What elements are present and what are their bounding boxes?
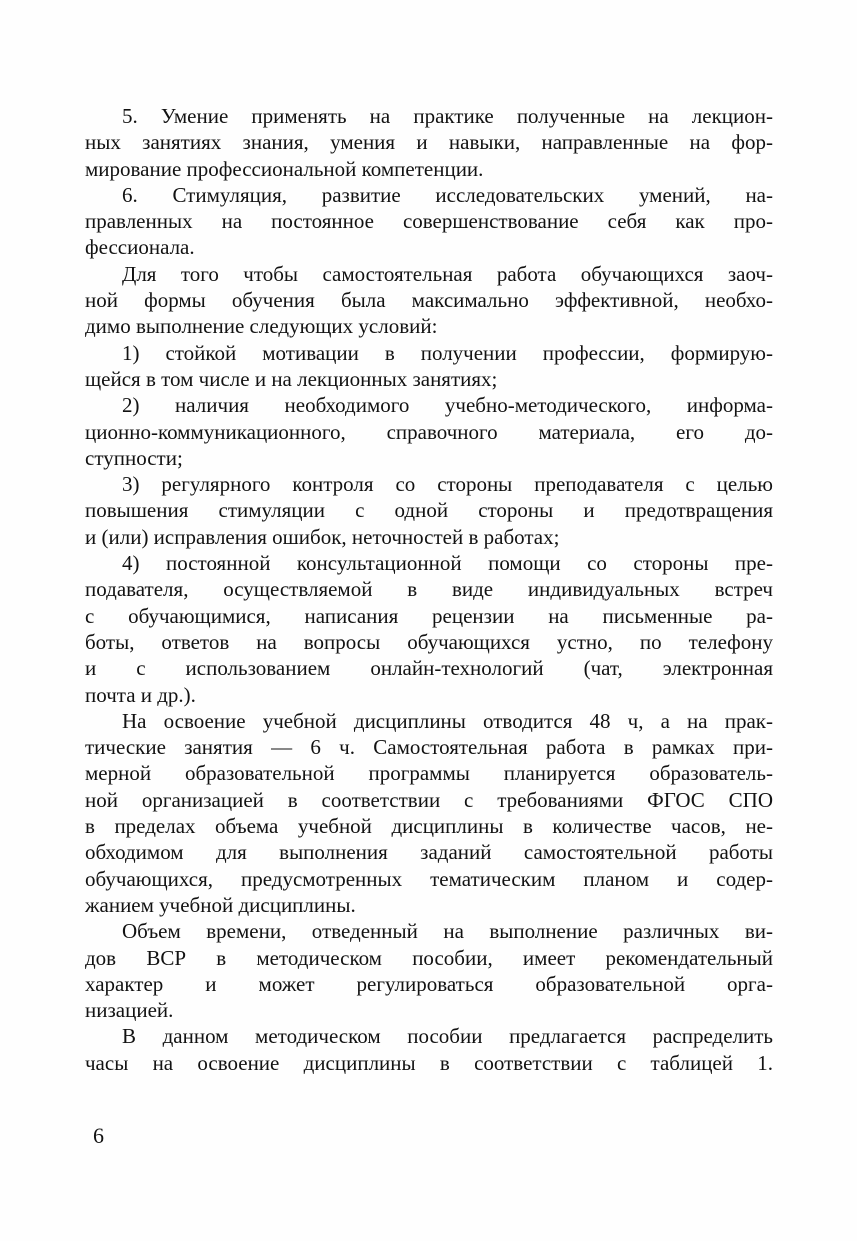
text-line: Объем времени, отведенный на выполнение различных ви- bbox=[122, 919, 773, 944]
text-line: жанием учебной дисциплины. bbox=[85, 892, 356, 917]
paragraph bbox=[85, 261, 773, 340]
text-line: ступности; bbox=[85, 445, 183, 470]
text-line: 4) постоянной консультационной помощи со стороны пре- bbox=[122, 551, 773, 576]
paragraph bbox=[85, 550, 773, 708]
text-line: подавателя, осуществляемой в виде индивидуальных встреч bbox=[85, 577, 773, 602]
text-line: и (или) исправления ошибок, неточностей в работах; bbox=[85, 524, 560, 549]
paragraph bbox=[85, 1023, 773, 1076]
page-number: 6 bbox=[93, 1123, 104, 1148]
paragraph bbox=[85, 392, 773, 471]
paragraph bbox=[85, 471, 773, 550]
text-line: дов ВСР в методическом пособии, имеет рекомендательный bbox=[85, 945, 773, 970]
text-line: мерной образовательной программы планируется образователь- bbox=[85, 761, 773, 786]
text-line: мирование профессиональной компетенции. bbox=[85, 156, 484, 181]
text-line: обучающихся, предусмотренных тематическим планом и содер- bbox=[85, 866, 773, 891]
text-line: 3) регулярного контроля со стороны преподавателя с целью bbox=[122, 472, 773, 497]
text-block bbox=[85, 103, 773, 1076]
text-line: ной формы обучения была максимально эффективной, необхо- bbox=[85, 288, 773, 313]
text-line: низацией. bbox=[85, 998, 174, 1023]
text-line: 2) наличия необходимого учебно-методического, информа- bbox=[122, 393, 773, 418]
text-line: ных занятиях знания, умения и навыки, направленные на фор- bbox=[85, 130, 773, 155]
text-line: 1) стойкой мотивации в получении профессии, формирую- bbox=[122, 340, 773, 365]
text-line: характер и может регулироваться образовательной орга- bbox=[85, 971, 773, 996]
text-line: Для того чтобы самостоятельная работа обучающихся заоч- bbox=[122, 261, 773, 286]
text-line: 6. Стимуляция, развитие исследовательских умений, на- bbox=[122, 182, 773, 207]
text-line: 5. Умение применять на практике полученные на лекцион- bbox=[122, 104, 773, 128]
text-line: ной организацией в соответствии с требованиями ФГОС СПО bbox=[85, 787, 773, 812]
text-line: и с использованием онлайн-технологий (чат, электронная bbox=[85, 656, 773, 681]
text-line: ционно-коммуникационного, справочного материала, его до- bbox=[85, 419, 773, 444]
paragraph bbox=[85, 708, 773, 918]
text-line: с обучающимися, написания рецензии на письменные ра- bbox=[85, 603, 773, 628]
text-line: повышения стимуляции с одной стороны и предотвращения bbox=[85, 498, 773, 523]
text-line: часы на освоение дисциплины в соответствии с таблицей 1. bbox=[85, 1050, 773, 1075]
paragraph bbox=[85, 918, 773, 1023]
paragraph bbox=[85, 103, 773, 182]
text-line: щейся в том числе и на лекционных занятиях; bbox=[85, 366, 498, 391]
text-line: тические занятия — 6 ч. Самостоятельная работа в рамках при- bbox=[85, 735, 773, 760]
text-line: На освоение учебной дисциплины отводится 48 ч, а на прак- bbox=[122, 708, 773, 733]
paragraph bbox=[85, 340, 773, 393]
text-line: обходимом для выполнения заданий самостоятельной работы bbox=[85, 840, 773, 865]
text-line: фессионала. bbox=[85, 235, 195, 260]
text-line: димо выполнение следующих условий: bbox=[85, 314, 438, 339]
paragraph bbox=[85, 182, 773, 261]
text-line: В данном методическом пособии предлагается распределить bbox=[122, 1024, 773, 1049]
text-line: правленных на постоянное совершенствование себя как про- bbox=[85, 209, 773, 234]
text-line: почта и др.). bbox=[85, 682, 196, 707]
text-line: боты, ответов на вопросы обучающихся устно, по телефону bbox=[85, 629, 773, 654]
text-line: в пределах объема учебной дисциплины в количестве часов, не- bbox=[85, 814, 773, 839]
